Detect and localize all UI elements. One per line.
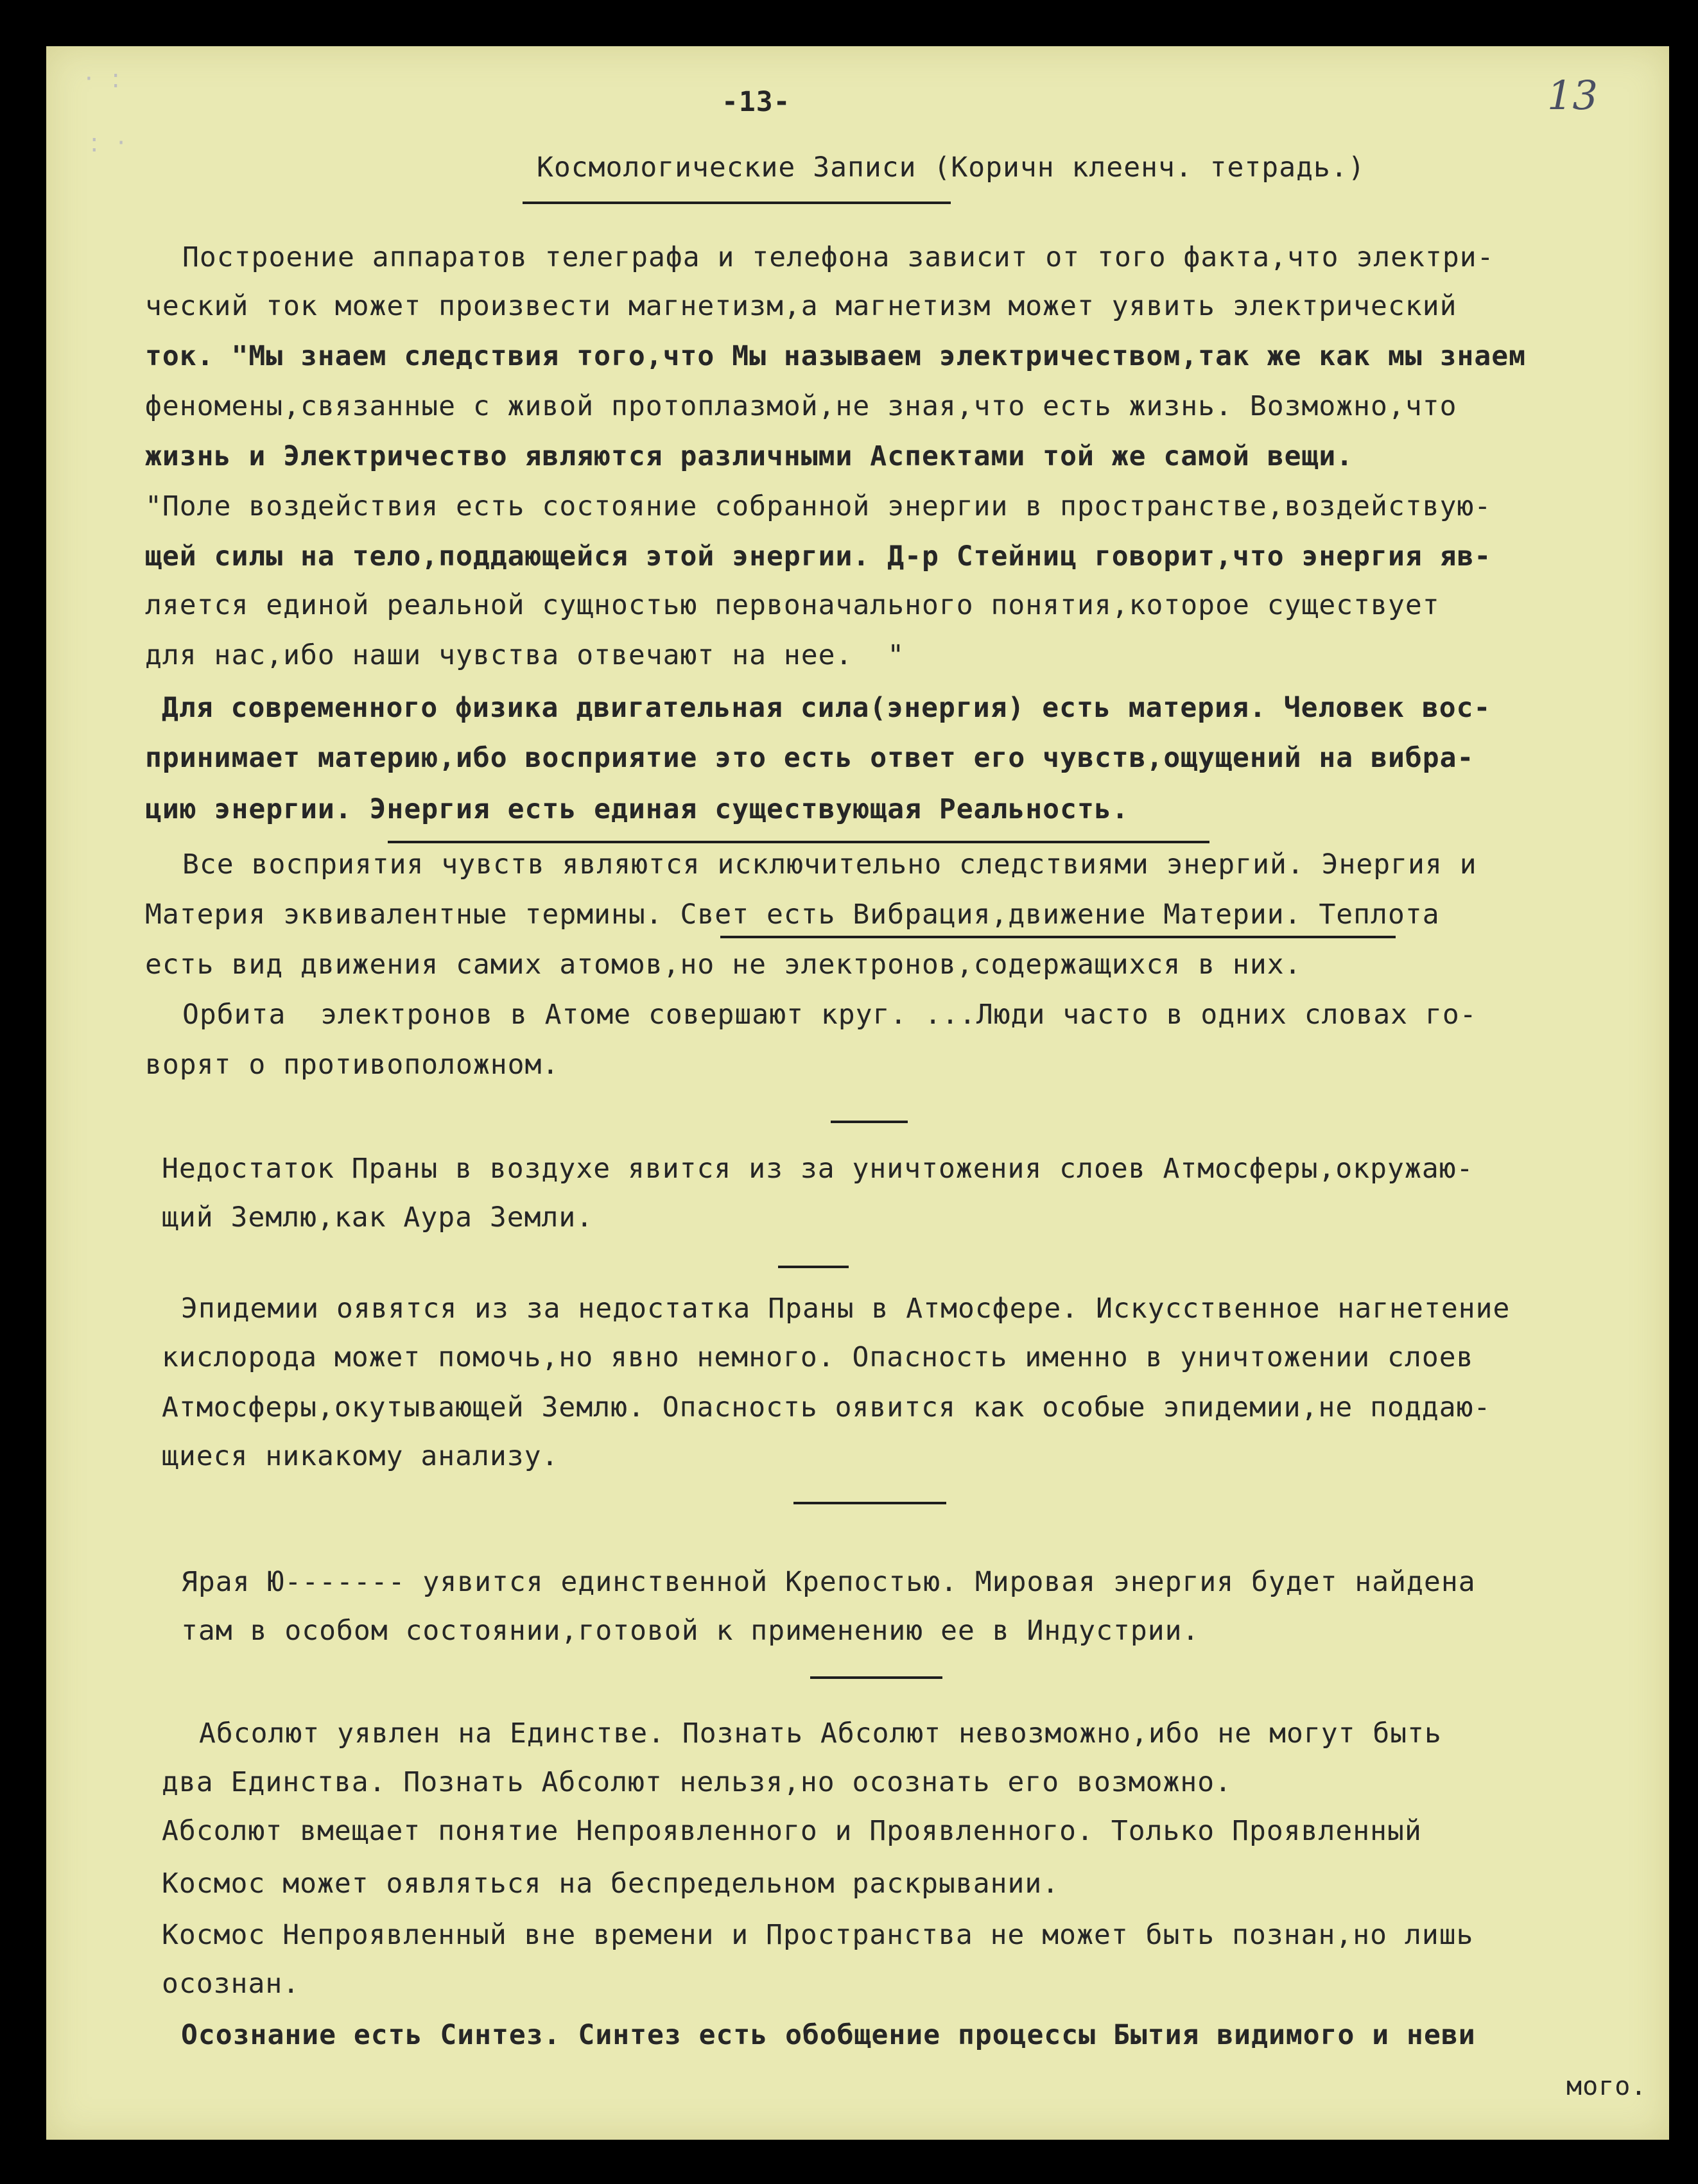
text-line: Космос может оявляться на беспредельном раскрывании. xyxy=(162,1868,1060,1900)
text-line: жизнь и Электричество являются различными Аспектами той же самой вещи. xyxy=(145,440,1354,472)
text-line: принимает материю,ибо восприятие это есть ответ его чувств,ощущений на вибра- xyxy=(145,742,1475,774)
text-line: Построение аппаратов телеграфа и телефона зависит от того факта,что электри- xyxy=(182,241,1494,273)
light-underline xyxy=(720,936,1396,938)
text-line: щий Землю,как Аура Земли. xyxy=(162,1201,594,1234)
text-line: феномены,связанные с живой протоплазмой,не зная,что есть жизнь. Возможно,что xyxy=(145,390,1457,422)
section-divider xyxy=(778,1266,849,1268)
section-divider xyxy=(831,1121,908,1123)
text-line: Эпидемии оявятся из за недостатка Праны в Атмосфере. Искусственное нагнетение xyxy=(181,1293,1511,1325)
text-line: ческий ток может произвести магнетизм,а магнетизм может уявить электрический xyxy=(145,290,1457,322)
text-line: Все восприятия чувств являются исключительно следствиями энергий. Энергия и xyxy=(182,848,1477,881)
text-line: Орбита электронов в Атоме совершают круг. ...Люди часто в одних словах го- xyxy=(182,999,1477,1031)
section-divider xyxy=(793,1502,946,1504)
text-line: Для современного физика двигательная сила(энергия) есть материя. Человек вос- xyxy=(162,692,1491,724)
text-line: Космос Непроявленный вне времени и Пространства не может быть познан,но лишь xyxy=(162,1919,1474,1951)
text-line: Недостаток Праны в воздухе явится из за уничтожения слоев Атмосферы,окружаю- xyxy=(162,1153,1474,1185)
text-line: цию энергии. Энергия есть единая существующая Реальность. xyxy=(145,793,1129,825)
page-title: Космологические Записи (Коричн клеенч. тетрадь.) xyxy=(537,151,1365,184)
text-line: Абсолют уявлен на Единстве. Познать Абсолют невозможно,ибо не могут быть xyxy=(199,1717,1442,1750)
title-underline xyxy=(523,202,951,204)
text-line: два Единства. Познать Абсолют нельзя,но осознать его возможно. xyxy=(162,1766,1233,1798)
handwritten-page-number: 13 xyxy=(1547,72,1598,119)
margin-dots-mid: : · xyxy=(90,128,130,158)
text-line: Атмосферы,окутывающей Землю. Опасность оявится как особые эпидемии,не поддаю- xyxy=(162,1391,1491,1423)
text-line: кислорода может помочь,но явно немного. Опасность именно в уничтожении слоев xyxy=(162,1341,1474,1373)
catchword: мого. xyxy=(1566,2072,1647,2101)
text-line: есть вид движения самих атомов,но не электронов,содержащихся в них. xyxy=(145,949,1302,981)
text-line: щиеся никакому анализу. xyxy=(162,1440,559,1472)
section-divider xyxy=(810,1676,942,1679)
text-line: Абсолют вмещает понятие Непроявленного и Проявленного. Только Проявленный xyxy=(162,1815,1422,1847)
text-line: Материя эквивалентные термины. Свет есть Вибрация,движение Материи. Теплота xyxy=(145,899,1440,931)
text-line: там в особом состоянии,готовой к применению ее в Индустрии. xyxy=(181,1615,1200,1647)
text-line: ток. "Мы знаем следствия того,что Мы называем электричеством,так же как мы знаем xyxy=(145,340,1527,372)
text-line: ворят о противоположном. xyxy=(145,1049,560,1081)
reality-underline xyxy=(388,841,1209,843)
text-line: осознан. xyxy=(162,1968,300,2000)
text-line: ляется единой реальной сущностью первоначального понятия,которое существует xyxy=(145,589,1440,621)
text-line: щей силы на тело,поддающейся этой энергии. Д-р Стейниц говорит,что энергия яв- xyxy=(145,540,1492,572)
margin-dots-top: · : xyxy=(85,64,125,94)
page-number: -13- xyxy=(722,86,791,118)
text-line: "Поле воздействия есть состояние собранной энергии в пространстве,воздействую- xyxy=(145,490,1492,522)
text-line: Осознание есть Синтез. Синтез есть обобщение процессы Бытия видимого и неви xyxy=(181,2019,1476,2051)
text-line: для нас,ибо наши чувства отвечают на нее. " xyxy=(145,639,905,671)
text-line: Ярая Ю------- уявится единственной Крепостью. Мировая энергия будет найдена xyxy=(181,1566,1476,1598)
